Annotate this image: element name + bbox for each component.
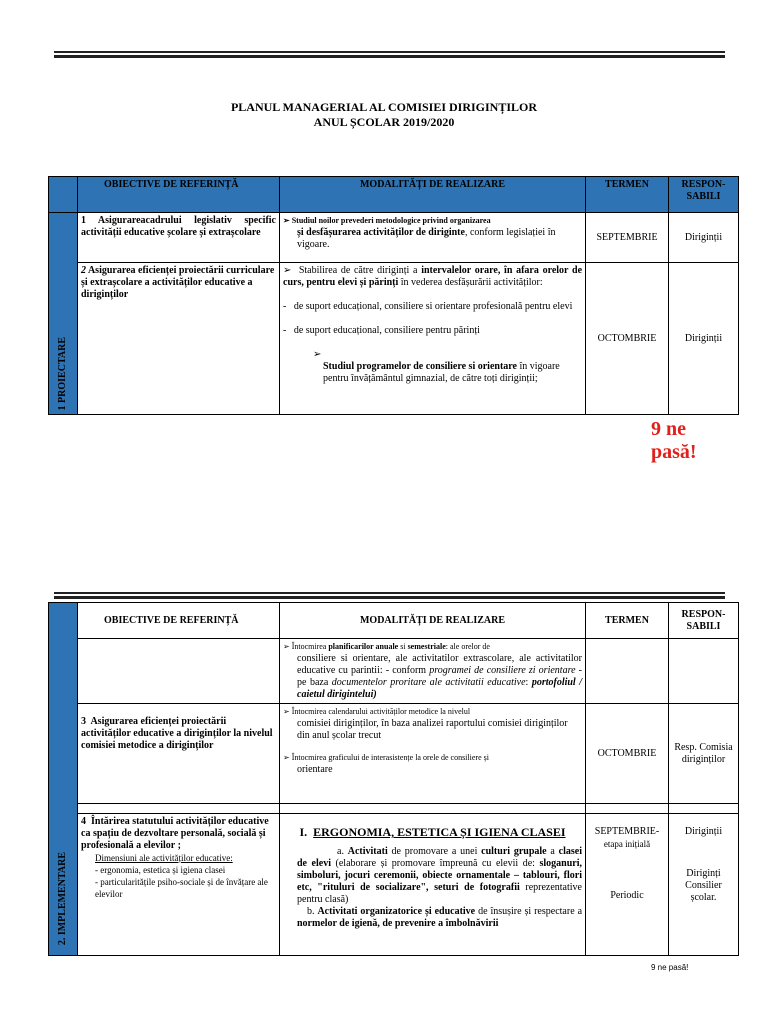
- objective-text: Întărirea statutului activităților educative ca spațiu de dezvoltare personală, socială și profesională a elevilor ;: [81, 816, 269, 851]
- method-text: în vederea desfășurării activităților:: [398, 277, 543, 288]
- heading-text: ERGONOMIA, ESTETICA ȘI IGIENA CLASEI: [313, 825, 566, 839]
- method-small-text: si: [398, 642, 408, 651]
- method-text: a: [546, 846, 559, 857]
- objective-text: Asigurareacadrului legislativ specific activității educative școlare și extrașcolare: [81, 215, 276, 238]
- term-cell: [586, 814, 669, 956]
- method-bold-italic-text: portofoliul / caietul dirigintelui): [297, 677, 582, 700]
- method-text: - pe baza: [297, 665, 582, 688]
- table-row: [49, 213, 739, 263]
- red-note-line-1: 9 ne: [651, 418, 686, 440]
- responsible-text: Diriginți: [686, 868, 721, 879]
- spacer-cell: [669, 804, 739, 814]
- method-bold-text: intervalelor orare, în afara orelor de curs, pentru elevi și părinți: [283, 265, 583, 288]
- method-text: , conform legislației în vigoare.: [297, 227, 556, 250]
- method-bold-text: normelor de igienă, de prevenire a îmbolnăvirii: [297, 918, 499, 929]
- responsible-cell: Diriginții: [669, 213, 739, 263]
- header-term: TERMEN: [586, 177, 669, 213]
- term-cell: OCTOMBRIE: [586, 704, 669, 804]
- objective-number: 3: [81, 716, 86, 727]
- method-text: :: [525, 677, 532, 688]
- term-text: SEPTEMBRIE-: [594, 826, 660, 837]
- header-objectives: OBIECTIVE DE REFERINȚĂ: [78, 177, 280, 213]
- method-text: de suport educațional, consiliere pentru părinți: [293, 325, 480, 336]
- table-header-row: [49, 603, 739, 639]
- objective-cell: [78, 639, 280, 704]
- method-text: Stabilirea de către diriginți a: [298, 265, 422, 276]
- method-text: consiliere si orientare, ale activitatilor extrascolare, ale activitatilor educative cu parintii: - conform: [297, 653, 582, 676]
- arrow-bullet-icon: ➢: [283, 707, 290, 716]
- title-line-1: PLANUL MANAGERIAL AL COMISIEI DIRIGINȚILOR: [230, 100, 538, 114]
- method-text: de însușire și respectare a: [475, 906, 583, 917]
- methods-cell: [280, 213, 586, 263]
- spacer-cell: [280, 804, 586, 814]
- objective-cell: [78, 704, 280, 804]
- method-bold-text: Studiul programelor de consiliere si orientare: [323, 361, 517, 372]
- method-bold-text: Activitati: [347, 846, 388, 857]
- responsible-cell: [669, 639, 739, 704]
- method-italic-text: programei de consiliere zi orientare: [429, 665, 576, 676]
- table-row: [49, 814, 739, 956]
- method-text: comisiei diriginților, în baza analizei raportului comisiei diriginților din anul școlar trecut: [297, 718, 568, 741]
- header-responsible: RESPON-SABILI: [669, 177, 739, 213]
- method-bold-text: Activitati organizatorice și educative: [317, 906, 476, 917]
- plan-table-implementare: [48, 602, 739, 956]
- term-text: etapa inițială: [603, 839, 651, 849]
- method-small-text: planificarilor anuale: [328, 642, 399, 651]
- header-corner: [49, 177, 78, 213]
- table-row-spacer: [49, 804, 739, 814]
- dimension-item: - particularitățile psiho-sociale și de învățare ale elevilor: [95, 877, 268, 899]
- arrow-bullet-icon: ➢: [313, 349, 322, 360]
- table-row: [49, 639, 739, 704]
- top-double-rule: [54, 51, 725, 58]
- table-row: [49, 704, 739, 804]
- plan-table-proiectare: [48, 176, 739, 415]
- methods-cell: [280, 814, 586, 956]
- method-small-text: Studiul noilor prevederi metodologice privind organizarea: [291, 216, 491, 225]
- spacer-cell: [586, 804, 669, 814]
- section-heading: [283, 826, 582, 838]
- objective-number: 1: [81, 215, 86, 226]
- objective-cell: [78, 213, 280, 263]
- title-line-2: ANUL ȘCOLAR 2019/2020: [313, 115, 455, 129]
- term-cell: OCTOMBRIE: [586, 263, 669, 415]
- method-small-text: Întocmirea calendarului activităților metodice la nivelul: [291, 707, 471, 716]
- methods-cell: [280, 704, 586, 804]
- red-note: [651, 418, 697, 464]
- responsible-cell: Resp. Comisia diriginților: [669, 704, 739, 804]
- responsible-text: Consilier școlar.: [685, 880, 722, 903]
- header-objectives: OBIECTIVE DE REFERINȚĂ: [78, 603, 280, 639]
- method-small-text: Întocmirea: [291, 642, 329, 651]
- method-bold-text: clasei de elevi: [297, 846, 582, 869]
- dimensions-title: Dimensiuni ale activităților educative:: [95, 853, 233, 863]
- objective-cell: [78, 814, 280, 956]
- dimension-item: - ergonomia, estetica și igiena clasei: [95, 865, 226, 875]
- method-text: (elaborare și promovare împreună cu elevii de:: [330, 858, 540, 869]
- responsible-cell: Diriginții: [669, 263, 739, 415]
- objective-cell: [78, 263, 280, 415]
- responsible-cell: [669, 814, 739, 956]
- method-text: reprezentative pentru clasă): [297, 882, 582, 905]
- method-small-text: : ale orelor de: [445, 642, 490, 651]
- section-label-implementare: 2. IMPLEMENTARE: [57, 851, 68, 945]
- method-italic-text: documentelor proritare ale activitatii educative: [331, 677, 526, 688]
- term-cell: SEPTEMBRIE: [586, 213, 669, 263]
- table-header-row: [49, 177, 739, 213]
- methods-cell: [280, 639, 586, 704]
- header-responsible: RESPON-SABILI: [669, 603, 739, 639]
- header-methods: MODALITĂȚI DE REALIZARE: [280, 177, 586, 213]
- dash-bullet: -: [283, 325, 287, 336]
- method-small-text: Întocmirea graficului de interasistențe la orele de consiliere și: [291, 753, 489, 762]
- arrow-bullet-icon: ➢: [283, 642, 290, 651]
- arrow-bullet-icon: ➢: [283, 216, 290, 225]
- objective-text: Asigurarea eficienței proiectării curriculare și extrașcolare a activităților educative a diriginților: [81, 265, 275, 300]
- objective-text: Asigurarea eficienței proiectării activităților educative a diriginților la nivelul comisiei metodice a diriginților: [81, 716, 273, 751]
- method-bold-text: sloganuri, simboluri, jocuri ceremonii, obiecte ornamentale – tablouri, flori etc, "rituluri de socializare", seturi de fotografii: [297, 858, 582, 893]
- section-label-cell: [49, 213, 78, 415]
- methods-cell: [280, 263, 586, 415]
- term-text: Periodic: [610, 890, 644, 901]
- item-label: a.: [337, 846, 344, 857]
- header-term: TERMEN: [586, 603, 669, 639]
- method-bold-text: culturi grupale: [481, 846, 547, 857]
- document-title: [0, 100, 768, 130]
- heading-number: I.: [299, 825, 308, 839]
- method-bold-text: și desfășurarea activităților de diriginte: [297, 227, 465, 238]
- objective-number: 4: [81, 816, 86, 827]
- section-label-cell: [49, 603, 78, 956]
- method-text: de promovare a unei: [387, 846, 482, 857]
- objective-number: 2: [81, 265, 86, 276]
- method-text: de suport educațional, consiliere si orientare profesională pentru elevi: [293, 301, 573, 312]
- section-label-proiectare: 1 PROIECTARE: [57, 336, 68, 410]
- method-text: orientare: [297, 764, 333, 775]
- table-row: [49, 263, 739, 415]
- spacer-cell: [78, 804, 280, 814]
- item-label: b.: [307, 906, 315, 917]
- arrow-bullet-icon: ➢: [283, 753, 290, 762]
- red-note-line-2: pasă!: [651, 441, 697, 463]
- method-text: în vigoare pentru învățământul gimnazial, de către toți diriginții;: [323, 361, 560, 384]
- page-footer: 9 ne pasă!: [651, 963, 689, 972]
- header-methods: MODALITĂȚI DE REALIZARE: [280, 603, 586, 639]
- term-cell: [586, 639, 669, 704]
- responsible-text: Diriginții: [684, 826, 723, 837]
- arrow-bullet-icon: ➢: [283, 265, 292, 276]
- method-small-text: semestriale: [407, 642, 446, 651]
- dash-bullet: -: [283, 301, 287, 312]
- middle-double-rule: [54, 592, 725, 599]
